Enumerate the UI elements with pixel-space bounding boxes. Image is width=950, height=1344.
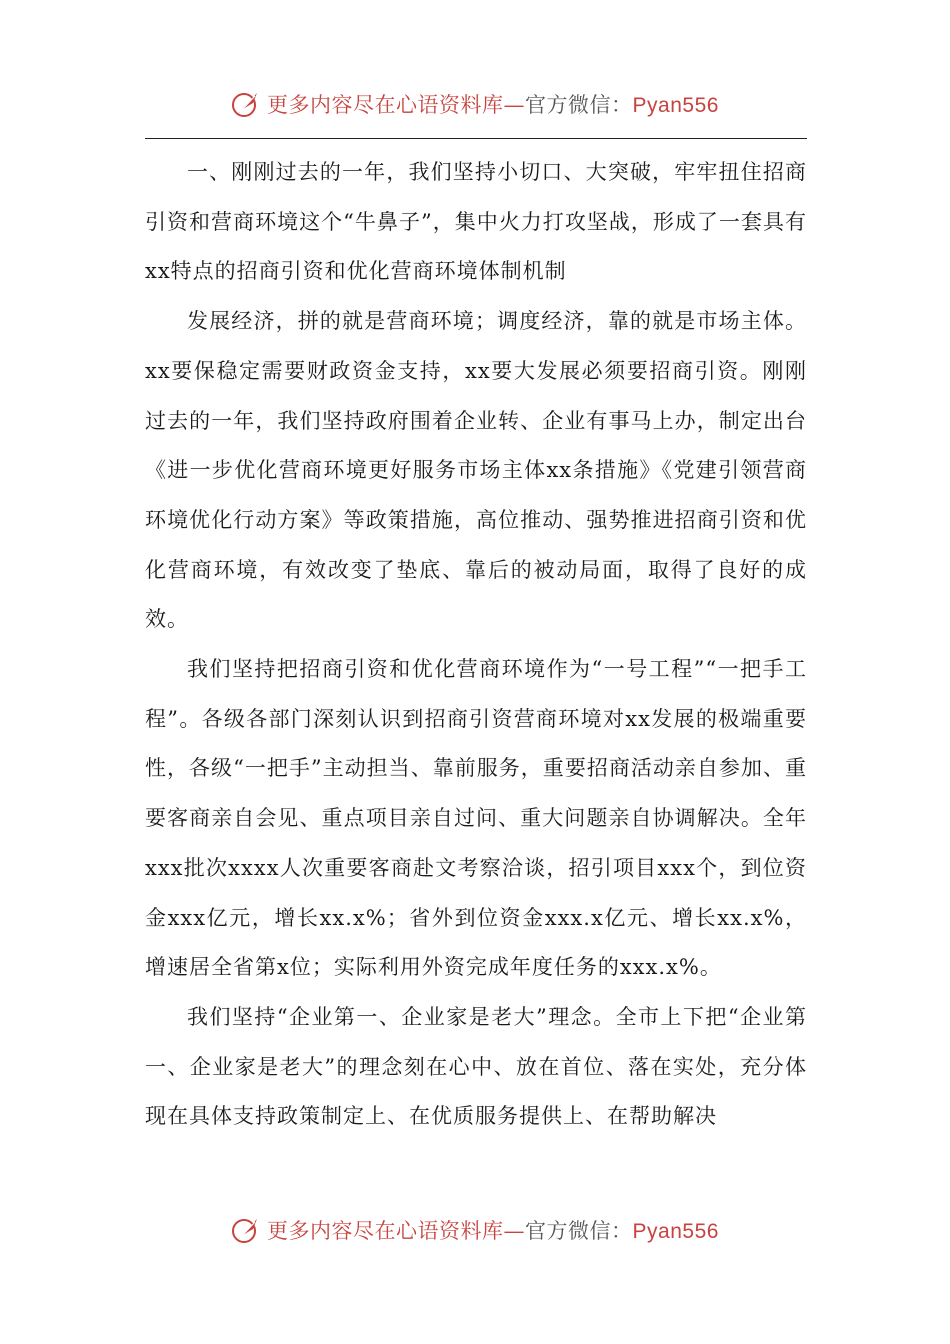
paragraph-2: 发展经济，拼的就是营商环境；调度经济，靠的就是市场主体。xx要保稳定需要财政资金支持，xx要大发展必须要招商引资。刚刚过去的一年，我们坚持政府围着企业转、企业有事马上办，制定出台《进一步优化营商环境更好服务市场主体xx条措施》《党建引领营商环境优化行动方案》等政策措施，高位推动、强势推进招商引资和优化营商环境，有效改变了垫底、靠后的被动局面，取得了良好的成效。 <box>145 309 807 632</box>
feather-pen-logo-icon <box>231 89 261 119</box>
footer-dash: — <box>503 1219 526 1243</box>
header-wechat-id: Pyan556 <box>632 94 719 117</box>
paragraph-3: 我们坚持把招商引资和优化营商环境作为“一号工程”“一把手工程”。各级各部门深刻认识到招商引资营商环境对xx发展的极端重要性，各级“一把手”主动担当、靠前服务，重要招商活动亲自参加、重要客商亲自会见、重点项目亲自过问、重大问题亲自协调解决。全年xxx批次xxxx人次重要客商赴文考察洽谈，招引项目xxx个，到位资金xxx亿元，增长xx.x%；省外到位资金xxx.x亿元、增长xx.x%，增速居全省第x位；实际利用外资完成年度任务的xxx.x%。 <box>145 657 807 980</box>
header-site-name: 更多内容尽在心语资料库 <box>267 93 504 117</box>
footer-wechat-label: 官方微信： <box>525 1219 633 1243</box>
header-banner-text <box>267 89 719 119</box>
header-wechat-label: 官方微信： <box>525 93 633 117</box>
footer-site-name: 更多内容尽在心语资料库 <box>267 1219 504 1243</box>
footer-banner <box>0 1208 950 1252</box>
header-dash: — <box>503 93 526 117</box>
footer-banner-text <box>267 1215 719 1245</box>
header-divider <box>145 138 807 139</box>
paragraph-1: 一、刚刚过去的一年，我们坚持小切口、大突破，牢牢扭住招商引资和营商环境这个“牛鼻子”，集中火力打攻坚战，形成了一套具有xx特点的招商引资和优化营商环境体制机制 <box>145 160 807 284</box>
paragraph-4: 我们坚持“企业第一、企业家是老大”理念。全市上下把“企业第一、企业家是老大”的理念刻在心中、放在首位、落在实处，充分体现在具体支持政策制定上、在优质服务提供上、在帮助解决 <box>145 1004 807 1129</box>
footer-wechat-id: Pyan556 <box>632 1220 719 1243</box>
document-body <box>145 148 807 1142</box>
feather-pen-logo-icon <box>231 1215 261 1245</box>
header-banner <box>0 82 950 126</box>
